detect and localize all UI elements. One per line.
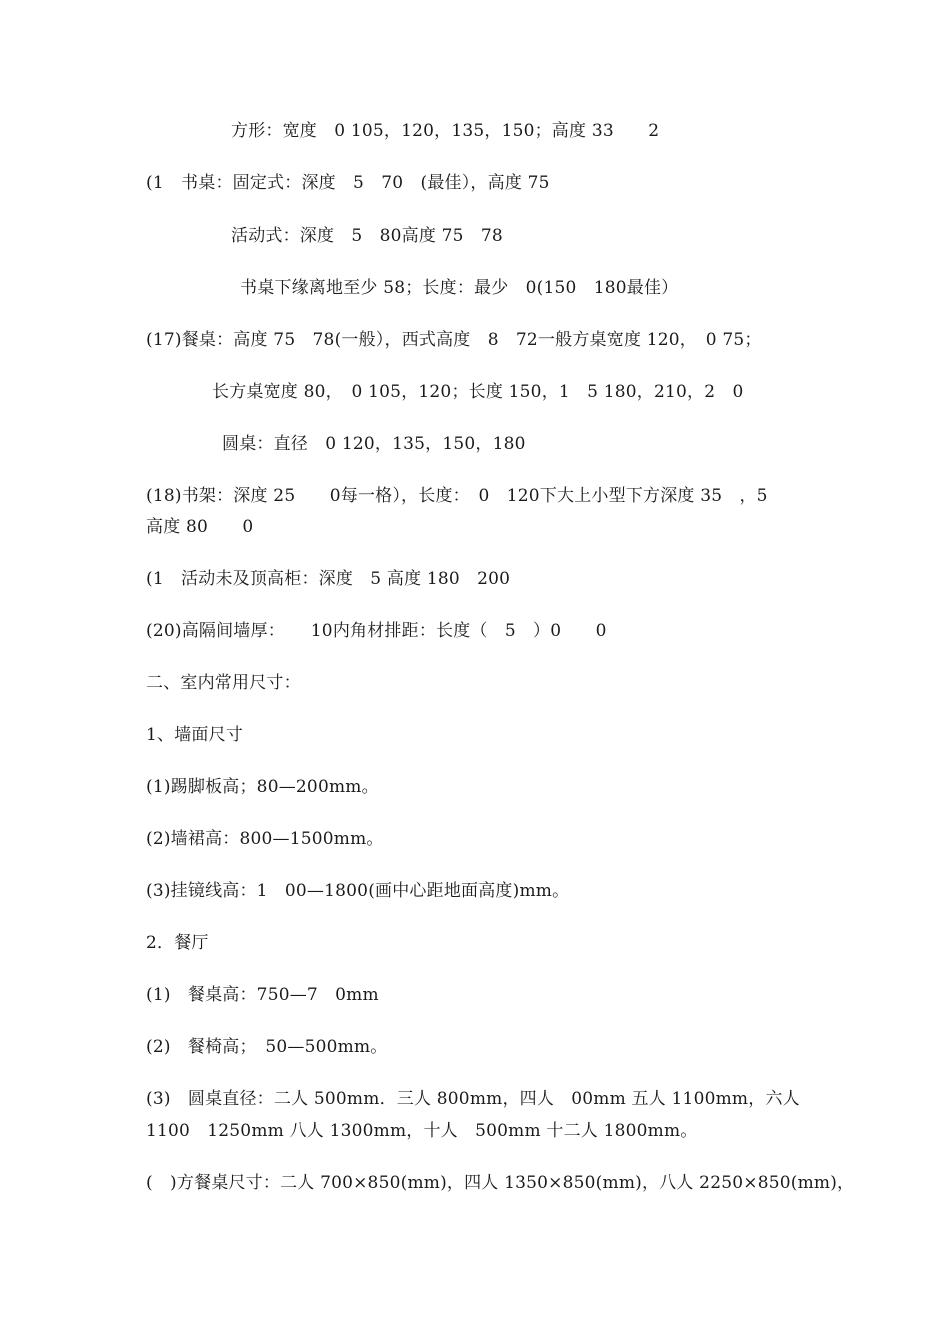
text-line: (18)书架：深度 25 0每一格），长度： 0 120下大上小型下方深度 35 ，5 <box>146 486 768 506</box>
text-line: (1 活动未及顶高柜：深度 5 高度 180 200 <box>146 569 511 589</box>
text-line: 活动式：深度 5 80高度 75 78 <box>231 226 503 246</box>
text-line: (1 书桌：固定式：深度 5 70 (最佳），高度 75 <box>146 173 550 193</box>
text-line: 1100 1250mm 八人 1300mm，十人 500mm 十二人 1800mm。 <box>146 1121 698 1141</box>
text-line: 圆桌：直径 0 120，135，150，180 <box>222 434 526 454</box>
text-line: ( )方餐桌尺寸：二人 700×850(mm)，四人 1350×850(mm)，八人 2250×850(mm)， <box>146 1173 855 1193</box>
text-line: 高度 80 0 <box>146 517 254 537</box>
text-line: (3) 圆桌直径：二人 500mm．三人 800mm，四人 00mm 五人 1100mm，六人 <box>146 1089 800 1109</box>
text-line: 书桌下缘离地至少 58；长度：最少 0(150 180最佳） <box>240 278 679 298</box>
subsection-heading: 2．餐厅 <box>146 933 209 953</box>
text-line: (17)餐桌：高度 75 78(一般），西式高度 8 72一般方桌宽度 120， 0 75； <box>146 330 762 350</box>
text-line: 长方桌宽度 80， 0 105，120；长度 150，1 5 180，210，2 0 <box>212 382 744 402</box>
text-line: (1) 餐桌高：750—7 0mm <box>146 985 379 1005</box>
text-line: (2)墙裙高：800—1500mm。 <box>146 829 384 849</box>
text-line: (1)踢脚板高；80—200mm。 <box>146 777 379 797</box>
text-line: (3)挂镜线高：1 00—1800(画中心距地面高度)mm。 <box>146 881 570 901</box>
text-line: (2) 餐椅高； 50—500mm。 <box>146 1037 388 1057</box>
text-line: 方形：宽度 0 105，120，135，150；高度 33 2 <box>231 121 660 141</box>
subsection-heading: 1、墙面尺寸 <box>146 725 244 745</box>
text-line: (20)高隔间墙厚： 10内角材排距：长度（ 5 ）0 0 <box>146 621 607 641</box>
section-heading: 二、室内常用尺寸： <box>146 673 301 693</box>
